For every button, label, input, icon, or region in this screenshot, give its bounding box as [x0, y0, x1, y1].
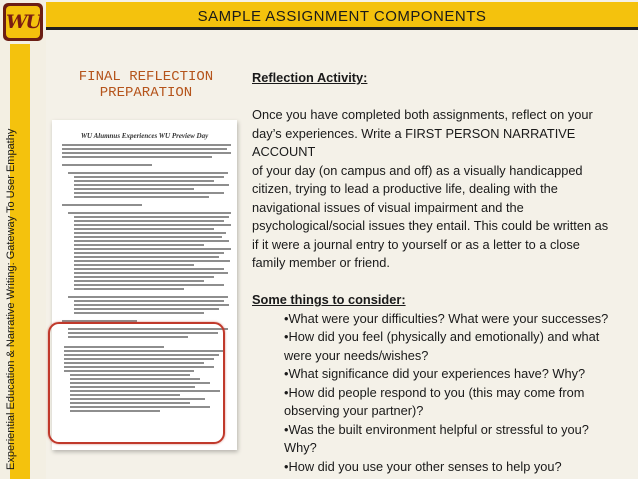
document-text-line: [74, 308, 219, 310]
sidebar-vertical-title: Experiential Education & Narrative Writing: Gateway To User Empathy: [5, 128, 17, 470]
document-text-line: [62, 156, 212, 158]
document-text-line: [74, 264, 194, 266]
paragraph-line: family member or friend.: [252, 255, 390, 270]
consider-item: •What significance did your experiences have? Why?: [284, 366, 586, 381]
document-text-line: [74, 180, 214, 182]
document-text-line: [68, 296, 228, 298]
document-text-line: [74, 248, 231, 250]
document-text-line: [62, 144, 231, 146]
document-text-line: [74, 224, 231, 226]
document-text-line: [74, 260, 230, 262]
document-text-line: [62, 164, 152, 166]
paragraph-line: citizen, trying to lead a productive life, dealing with the: [252, 181, 558, 196]
document-text-line: [74, 232, 226, 234]
document-text-line: [74, 216, 229, 218]
consider-item: •What were your difficulties? What were your successes?: [284, 310, 609, 326]
document-text-line: [68, 172, 228, 174]
document-text-line: [74, 236, 222, 238]
consider-item: •How did you use your other senses to help you?: [284, 458, 562, 474]
wu-logo: [3, 3, 43, 41]
document-text-line: [74, 252, 224, 254]
reflection-heading: Reflection Activity:: [252, 70, 368, 85]
document-text-line: [74, 288, 184, 290]
document-text-line: [74, 272, 228, 274]
logo-mark: WU: [6, 6, 40, 38]
document-text-line: [74, 240, 229, 242]
paragraph-line: navigational issues of visual impairment and the: [252, 199, 524, 215]
document-text-line: [74, 284, 224, 286]
document-text-line: [74, 196, 209, 198]
consider-item: Why?: [284, 440, 317, 455]
document-text-line: [74, 300, 224, 302]
document-text-line: [74, 184, 229, 186]
section-title-line: PREPARATION: [99, 85, 193, 101]
document-text-line: [68, 212, 231, 214]
document-text-line: [74, 256, 219, 258]
section-title: [62, 69, 230, 101]
reflection-content: [252, 69, 634, 476]
document-text-line: [74, 244, 204, 246]
reflection-paragraph: [252, 106, 634, 273]
page-title: SAMPLE ASSIGNMENT COMPONENTS: [197, 8, 487, 25]
paragraph-line: Once you have completed both assignments, reflect on your: [252, 107, 593, 122]
paragraph-line: if it were a journal entry to yourself or as a letter to a close: [252, 236, 580, 252]
paragraph-line: psychological/social issues they entail. This could be written as: [252, 218, 609, 233]
consider-item: •How did you feel (physically and emotionally) and what: [284, 329, 600, 344]
document-text-line: [62, 204, 142, 206]
document-text-line: [62, 152, 231, 154]
document-text-line: [74, 276, 214, 278]
paragraph-line: of your day (on campus and off) as a visually handicapped: [252, 162, 583, 178]
section-title-line: FINAL REFLECTION: [78, 69, 214, 85]
document-title: WU Alumnus Experiences WU Preview Day: [80, 132, 209, 140]
consider-heading: Some things to consider:: [252, 292, 406, 307]
document-text-line: [74, 228, 214, 230]
document-text-line: [74, 280, 204, 282]
document-text-line: [74, 220, 224, 222]
document-text-line: [74, 192, 224, 194]
document-text-line: [74, 188, 194, 190]
document-text-line: [74, 312, 204, 314]
document-highlight-outline: [48, 322, 225, 444]
consider-item: •How did people respond to you (this may come from: [284, 384, 585, 400]
document-text-line: [74, 304, 229, 306]
document-text-line: [74, 268, 224, 270]
consider-item: •Was the built environment helpful or stressful to you?: [284, 421, 589, 437]
document-text-line: [62, 148, 227, 150]
paragraph-line: day’s experiences. Write a FIRST PERSON NARRATIVE ACCOUNT: [252, 125, 576, 159]
consider-item: observing your partner)?: [284, 403, 424, 418]
consider-item: were your needs/wishes?: [284, 347, 429, 363]
document-text-line: [74, 176, 224, 178]
